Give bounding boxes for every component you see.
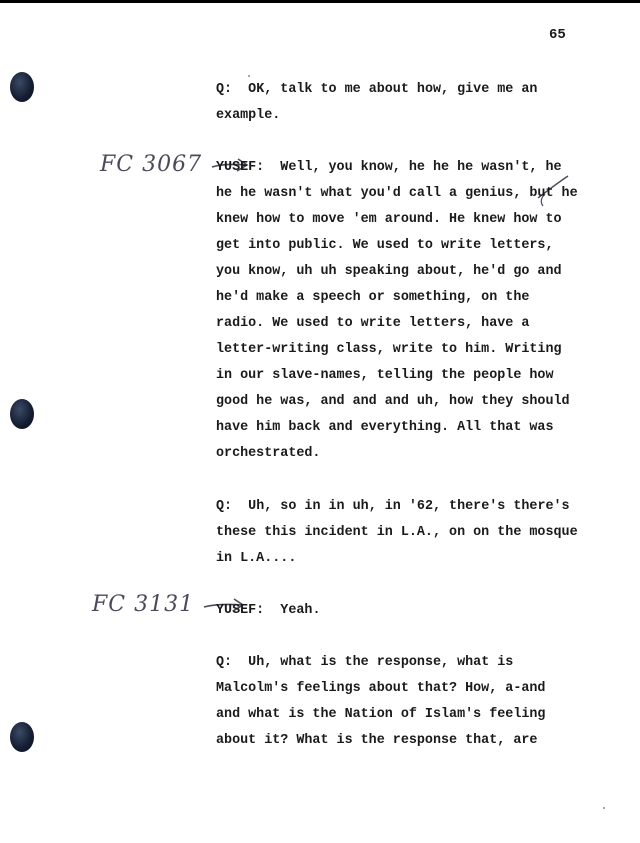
speaker-label: Q: xyxy=(216,82,233,97)
text-line: radio. We used to write letters, have a xyxy=(216,316,530,331)
text-line xyxy=(216,494,578,520)
text-line: he'd make a speech or something, on the xyxy=(216,290,530,305)
speaker-label: YUSEF: xyxy=(216,160,265,175)
yusef-paragraph-1 xyxy=(216,155,578,467)
text-line: he he wasn't what you'd call a genius, but he xyxy=(216,186,578,201)
line-text: Uh, so in in uh, in '62, there's there's xyxy=(248,499,570,514)
q-paragraph-3 xyxy=(216,650,545,754)
handwritten-note-2-text: FC 3131 xyxy=(92,592,195,617)
text-line: Malcolm's feelings about that? How, a-and xyxy=(216,681,546,696)
binder-hole-top xyxy=(10,72,34,102)
speaker-label: YUSEF: xyxy=(216,603,265,618)
top-edge-rule xyxy=(0,0,640,3)
line-text: Yeah. xyxy=(280,603,321,618)
text-line: and what is the Nation of Islam's feeling xyxy=(216,707,546,722)
text-line: get into public. We used to write letters, xyxy=(216,238,554,253)
handwritten-note-1-text: FC 3067 xyxy=(100,152,203,177)
speck xyxy=(603,807,605,809)
line-text: OK, talk to me about how, give me an xyxy=(248,82,538,97)
speaker-label: Q: xyxy=(216,655,233,670)
text-line: orchestrated. xyxy=(216,446,321,461)
text-line: good he was, and and and uh, how they should xyxy=(216,394,570,409)
text-line: example. xyxy=(216,108,281,123)
text-line xyxy=(216,650,545,676)
binder-hole-bottom xyxy=(10,722,34,752)
q-paragraph-1 xyxy=(216,77,537,129)
speaker-label: Q: xyxy=(216,499,233,514)
text-line xyxy=(216,155,578,181)
text-line: in L.A.... xyxy=(216,551,297,566)
text-line xyxy=(216,77,537,103)
text-line: in our slave-names, telling the people how xyxy=(216,368,554,383)
text-line: letter-writing class, write to him. Writing xyxy=(216,342,562,357)
text-line: about it? What is the response that, are xyxy=(216,733,538,748)
page-number: 65 xyxy=(549,27,566,43)
line-text: Uh, what is the response, what is xyxy=(248,655,514,670)
text-line: these this incident in L.A., on on the mosque xyxy=(216,525,578,540)
text-line: have him back and everything. All that was xyxy=(216,420,554,435)
text-line: you know, uh uh speaking about, he'd go and xyxy=(216,264,562,279)
text-line xyxy=(216,598,320,624)
yusef-paragraph-2 xyxy=(216,598,320,624)
q-paragraph-2 xyxy=(216,494,578,572)
text-line: knew how to move 'em around. He knew how to xyxy=(216,212,562,227)
binder-hole-middle xyxy=(10,399,34,429)
line-text: Well, you know, he he he wasn't, he xyxy=(280,160,562,175)
